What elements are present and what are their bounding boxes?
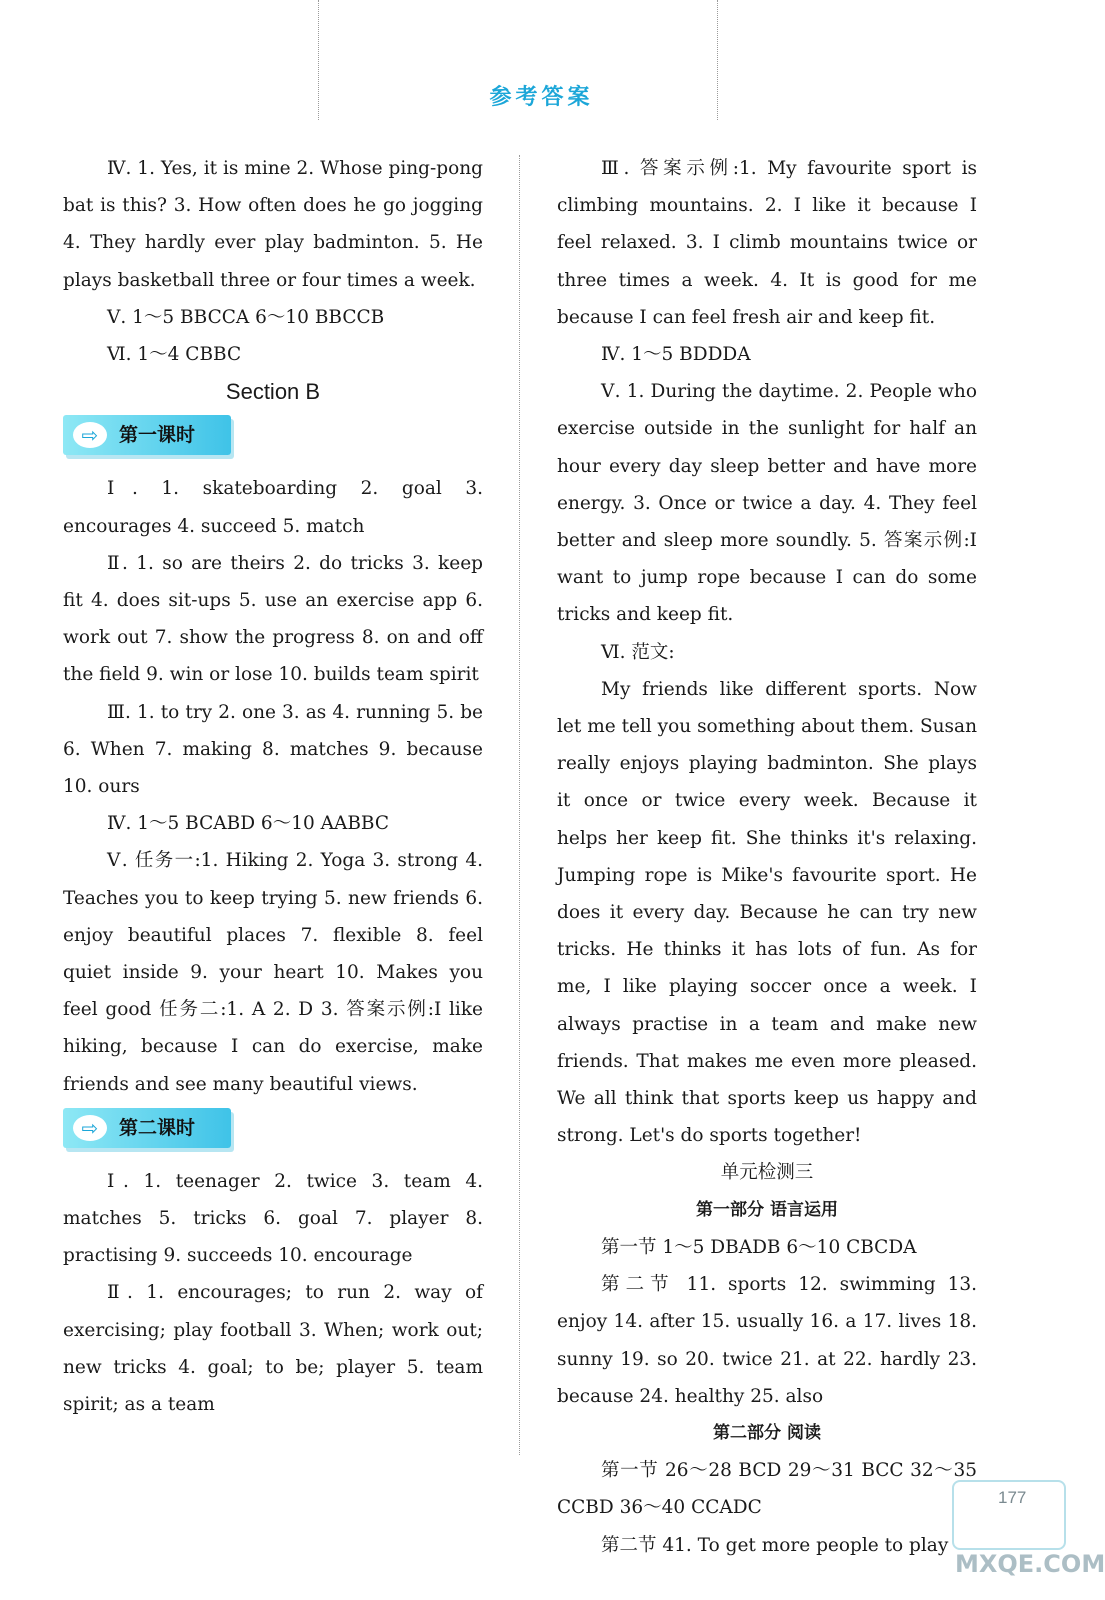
left-column (63, 150, 483, 1423)
column-divider (519, 155, 520, 1455)
answer-paragraph: 第一节 1～5 DBADB 6～10 CBCDA (601, 1236, 917, 1258)
answer-paragraph: My friends like different sports. Now let me tell you something about them. Susan really enjoys playing badminton. She plays it once or twice every week. Because it helps her keep fit. She thinks it's relaxing. Jumping rope is Mike's favourite sport. He does it every day. Because he can try new tricks. He thinks it has lots of fun. As for me, I like playing soccer once a week. I always practise in a team and make new friends. That makes me even more pleased. We all think that sports keep us happy and strong. Let's do sports together! (557, 678, 977, 1147)
lesson-label: 第二课时 (119, 1116, 196, 1139)
right-column (557, 150, 977, 1564)
arrow-right-icon: ⇨ (73, 1115, 107, 1141)
lesson-badge (63, 415, 231, 455)
answer-paragraph: Ⅳ. 1～5 BCABD 6～10 AABBC (107, 813, 390, 835)
answer-paragraph: Ⅲ. 1. to try 2. one 3. as 4. running 5. be 6. When 7. making 8. matches 9. because 10. ours (63, 701, 483, 798)
answer-paragraph: Ⅳ. 1. Yes, it is mine 2. Whose ping-pong bat is this? 3. How often does he go jogging 4. They hardly ever play badminton. 5. He plays basketball three or four times a week. (63, 158, 483, 291)
answer-paragraph: Ⅱ. 1. so are theirs 2. do tricks 3. keep fit 4. does sit-ups 5. use an exercise app 6. work out 7. show the progress 8. on and off the field 9. win or lose 10. builds team spirit (63, 552, 483, 686)
answer-paragraph: 第二节 11. sports 12. swimming 13. enjoy 14. after 15. usually 16. a 17. lives 18. sunny 19. so 20. twice 21. at 22. hardly 23. because 24. healthy 25. also (557, 1274, 977, 1407)
lesson-badge (63, 1108, 231, 1148)
answer-paragraph: Ⅰ. 1. teenager 2. twice 3. team 4. matches 5. tricks 6. goal 7. player 8. practising 9. succeeds 10. encourage (63, 1170, 483, 1267)
page-header-title: 参考答案 (489, 85, 594, 110)
part-heading: 第一部分 语言运用 (696, 1199, 838, 1220)
answer-paragraph: Ⅴ. 1. During the daytime. 2. People who exercise outside in the sunlight for half an hour every day sleep better and have more energy. 3. Once or twice a day. 4. They feel better and sleep more soundly. 5. 答案示例:I want to jump rope because I can do some tricks and keep fit. (557, 381, 977, 626)
watermark-text: MXQE.COM (955, 1550, 1105, 1578)
answer-paragraph: Ⅲ. 答案示例:1. My favourite sport is climbing mountains. 2. I like it because I feel relaxed. 3. I climb mountains twice or three times a week. 4. It is good for me because I can feel fresh air and keep fit. (557, 158, 977, 328)
arrow-right-icon: ⇨ (73, 422, 107, 448)
answer-paragraph: Ⅴ. 1～5 BBCCA 6～10 BBCCB (107, 306, 385, 328)
answer-paragraph: 第二节 41. To get more people to play (601, 1534, 949, 1556)
answer-paragraph: Ⅰ. 1. skateboarding 2. goal 3. encourages 4. succeed 5. match (63, 478, 483, 537)
unit-test-title: 单元检测三 (720, 1162, 814, 1184)
answer-paragraph: Ⅱ. 1. encourages; to run 2. way of exercising; play football 3. When; work out; new tricks 4. goal; to be; player 5. team spirit; as a team (63, 1282, 483, 1416)
page-number: 177 (998, 1488, 1027, 1507)
answer-paragraph: Ⅳ. 1～5 BDDDA (601, 344, 751, 366)
part-heading: 第二部分 阅读 (713, 1422, 821, 1443)
section-title: Section B (225, 379, 321, 405)
answer-paragraph: Ⅵ. 1～4 CBBC (107, 344, 242, 366)
answer-paragraph: 第一节 26～28 BCD 29～31 BCC 32～35 CCBD 36～40 CCADC (557, 1460, 977, 1519)
lesson-label: 第一课时 (119, 424, 196, 447)
answer-paragraph: Ⅵ. 范文: (601, 641, 675, 663)
answer-paragraph: Ⅴ. 任务一:1. Hiking 2. Yoga 3. strong 4. Teaches you to keep trying 5. new friends 6. enjoy beautiful places 7. flexible 8. feel quiet inside 9. your heart 10. Makes you feel good 任务二:1. A 2. D 3. 答案示例:I like hiking, because I can do exercise, make friends and see many beautiful views. (63, 850, 483, 1095)
